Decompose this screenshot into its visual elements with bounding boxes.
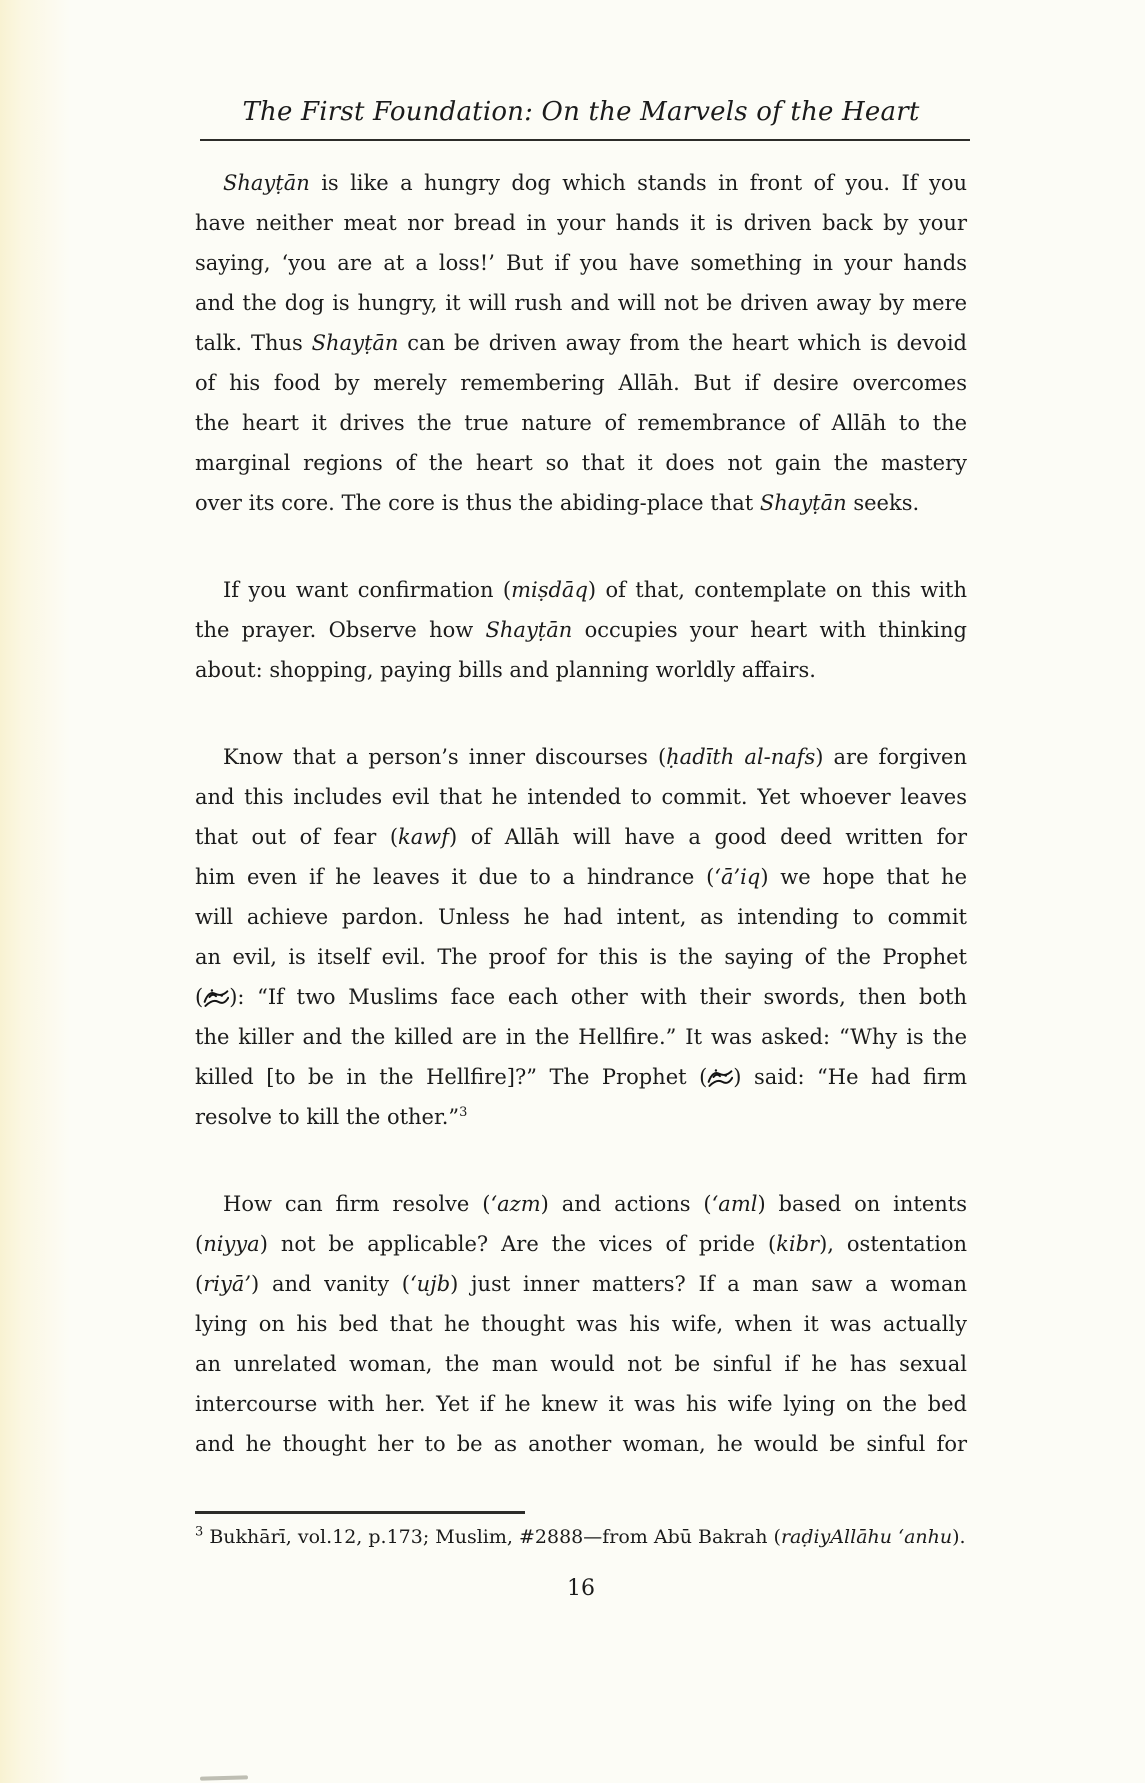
transliterated-term: Shayṭān xyxy=(223,171,310,195)
transliterated-term: ‘ā’iq xyxy=(714,865,761,889)
text-run: ( xyxy=(195,1272,204,1296)
text-run: killed [to be in the Hellfire]?” The Prophet ( xyxy=(195,1065,708,1089)
text-run: ) and vanity ( xyxy=(251,1272,410,1296)
transliterated-term: Shayṭān xyxy=(485,618,573,642)
text-line xyxy=(195,1304,967,1344)
text-line xyxy=(195,570,967,610)
text-line xyxy=(195,737,967,777)
header-rule xyxy=(200,139,970,141)
running-header-title: The First Foundation: On the Marvels of the Heart xyxy=(242,97,920,127)
transliterated-term: ‘azm xyxy=(490,1192,541,1216)
text-line xyxy=(195,1184,967,1224)
text-run: an evil, is itself evil. The proof for this is the saying of the Prophet xyxy=(195,945,967,969)
text-line xyxy=(195,483,967,523)
transliterated-term: riyā’ xyxy=(203,1272,252,1296)
text-line xyxy=(195,650,967,690)
page-number: 16 xyxy=(567,1576,595,1601)
text-run: the heart it drives the true nature of remembrance of Allāh to the xyxy=(195,411,967,435)
text-run: ) of Allāh will have a good deed written for xyxy=(449,825,967,849)
transliterated-term: niyya xyxy=(203,1232,260,1256)
text-run: ) of that, contemplate on this with xyxy=(587,578,968,602)
transliterated-term: raḍiyAllāhu ‘anhu xyxy=(780,1526,953,1548)
text-line xyxy=(195,857,967,897)
text-run: ) and actions ( xyxy=(540,1192,712,1216)
text-run: an unrelated woman, the man would not be sinful if he has sexual xyxy=(195,1352,967,1376)
text-run: of his food by merely remembering Allāh. But if desire overcomes xyxy=(195,371,967,395)
text-run: ) we hope that he xyxy=(760,865,967,889)
text-line xyxy=(195,937,967,977)
scan-edge-tint xyxy=(0,0,70,1783)
text-run: intercourse with her. Yet if he knew it was his wife lying on the bed xyxy=(195,1392,967,1416)
text-run: ) not be applicable? Are the vices of pride ( xyxy=(259,1232,777,1256)
transliterated-term: kawf xyxy=(398,825,450,849)
text-run: about: shopping, paying bills and planning worldly affairs. xyxy=(195,658,816,682)
text-line xyxy=(195,610,967,650)
text-run: ) based on intents xyxy=(757,1192,968,1216)
text-line xyxy=(195,777,967,817)
text-run: marginal regions of the heart so that it does not gain the mastery xyxy=(195,451,967,475)
text-line xyxy=(195,163,967,203)
text-line xyxy=(195,1057,967,1097)
text-run: the prayer. Observe how xyxy=(195,618,486,642)
text-line xyxy=(195,1264,967,1304)
text-run: and the dog is hungry, it will rush and will not be driven away by mere xyxy=(195,291,967,315)
text-line xyxy=(195,1224,967,1264)
text-run: ( xyxy=(195,1232,204,1256)
text-run: How can firm resolve ( xyxy=(223,1192,491,1216)
text-run: ). xyxy=(952,1526,966,1548)
text-line xyxy=(195,443,967,483)
text-run: and this includes evil that he intended to commit. Yet whoever leaves xyxy=(195,785,967,809)
scan-smudge xyxy=(200,1775,248,1780)
transliterated-term: ‘ujb xyxy=(409,1272,451,1296)
paragraph xyxy=(195,570,967,690)
paragraph xyxy=(195,1184,967,1464)
text-run: the killer and the killed are in the Hellfire.” It was asked: “Why is the xyxy=(195,1025,967,1049)
text-run: can be driven away from the heart which is devoid xyxy=(398,331,967,355)
footnote-rule xyxy=(195,1511,525,1514)
transliterated-term: ‘aml xyxy=(711,1192,758,1216)
text-line xyxy=(195,897,967,937)
text-run: If you want confirmation ( xyxy=(223,578,512,602)
paragraph xyxy=(195,737,967,1137)
text-line xyxy=(195,243,967,283)
transliterated-term: kibr xyxy=(776,1232,820,1256)
text-line xyxy=(195,1384,967,1424)
text-run: and he thought her to be as another woman, he would be sinful for xyxy=(195,1432,967,1456)
prophet-salutation-icon xyxy=(707,1065,733,1089)
paragraph xyxy=(195,163,967,523)
text-run: ), ostentation xyxy=(819,1232,967,1256)
text-run: seeks. xyxy=(846,491,920,515)
text-run: talk. Thus xyxy=(195,331,312,355)
text-line xyxy=(195,1097,967,1137)
text-run: occupies your heart with thinking xyxy=(572,618,967,642)
text-run: ) said: “He had firm xyxy=(733,1065,967,1089)
footnote xyxy=(195,1523,967,1551)
text-run: ): “If two Muslims face each other with their swords, then both xyxy=(229,985,967,1009)
text-line xyxy=(195,1017,967,1057)
transliterated-term: Shayṭān xyxy=(759,491,847,515)
text-run: is like a hungry dog which stands in front of you. If you xyxy=(309,171,967,195)
text-run: him even if he leaves it due to a hindrance ( xyxy=(195,865,715,889)
text-run: Know that a person’s inner discourses ( xyxy=(223,745,667,769)
text-run: ( xyxy=(195,985,204,1009)
text-run: over its core. The core is thus the abiding-place that xyxy=(195,491,760,515)
text-run: Bukhārī, vol.12, p.173; Muslim, #2888—from Abū Bakrah ( xyxy=(203,1526,781,1548)
text-line xyxy=(195,363,967,403)
text-line xyxy=(195,203,967,243)
text-run: resolve to kill the other.” xyxy=(195,1105,460,1129)
body-text xyxy=(195,163,967,1551)
text-line xyxy=(195,403,967,443)
text-run: ) just inner matters? If a man saw a woman xyxy=(450,1272,967,1296)
text-line xyxy=(195,817,967,857)
transliterated-term: miṣdāq xyxy=(511,578,588,602)
text-run: that out of fear ( xyxy=(195,825,399,849)
footnote-marker: 3 xyxy=(195,1524,204,1540)
text-run: will achieve pardon. Unless he had intent, as intending to commit xyxy=(195,905,967,929)
prophet-salutation-icon xyxy=(203,985,229,1009)
text-run: lying on his bed that he thought was his wife, when it was actually xyxy=(195,1312,967,1336)
text-line xyxy=(195,1344,967,1384)
text-line xyxy=(195,323,967,363)
text-run: ) are forgiven xyxy=(815,745,967,769)
text-run: saying, ‘you are at a loss!’ But if you have something in your hands xyxy=(195,251,967,275)
text-line xyxy=(195,977,967,1017)
transliterated-term: ḥadīth al-nafs xyxy=(666,745,816,769)
text-run: have neither meat nor bread in your hands it is driven back by your xyxy=(195,211,967,235)
footnote-marker: 3 xyxy=(459,1105,468,1120)
text-line xyxy=(195,283,967,323)
transliterated-term: Shayṭān xyxy=(311,331,399,355)
text-line xyxy=(195,1424,967,1464)
